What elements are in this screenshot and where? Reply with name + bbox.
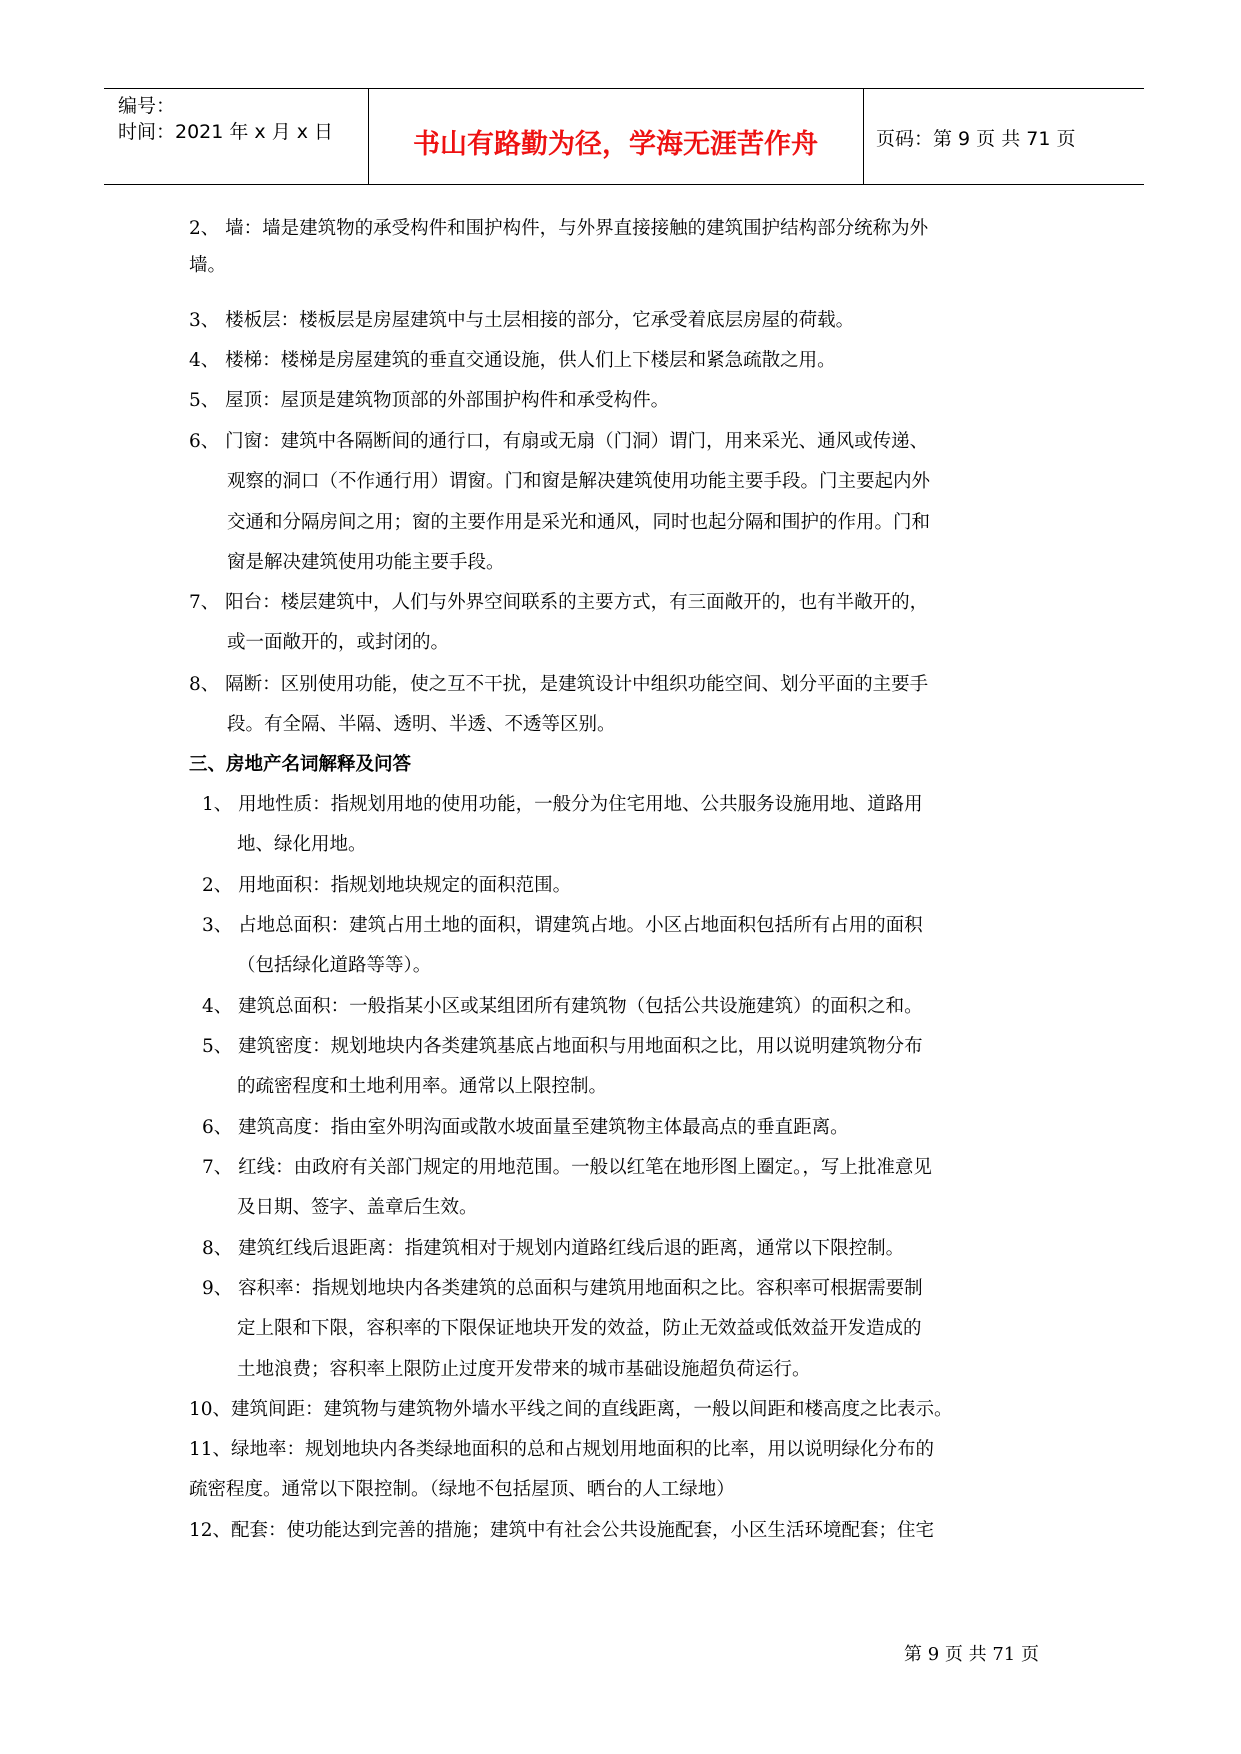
body-line: 8、 隔断：区别使用功能，使之互不干扰，是建筑设计中组织功能空间、划分平面的主要手 (189, 674, 929, 695)
body-line: 5、 屋顶：屋顶是建筑物顶部的外部围护构件和承受构件。 (189, 390, 670, 411)
body-line: 8、 建筑红线后退距离：指建筑相对于规划内道路红线后退的距离，通常以下限控制。 (202, 1238, 905, 1259)
body-line: 2、 墙：墙是建筑物的承受构件和围护构件，与外界直接接触的建筑围护结构部分统称为外 (189, 218, 929, 239)
body-line: 窗是解决建筑使用功能主要手段。 (227, 552, 505, 573)
motto-text: 书山有路勤为径，学海无涯苦作舟 (413, 129, 818, 160)
serial-label: 编号： (118, 95, 176, 117)
header-motto-cell (368, 89, 864, 184)
body-line: 5、 建筑密度：规划地块内各类建筑基底占地面积与用地面积之比，用以说明建筑物分布 (202, 1036, 923, 1057)
time-label: 时间：2021 年 x 月 x 日 (118, 121, 334, 143)
body-line: 疏密程度。通常以下限控制。（绿地不包括屋顶、晒台的人工绿地） (189, 1479, 735, 1500)
body-line: 6、 门窗：建筑中各隔断间的通行口，有扇或无扇（门洞）谓门，用来采光、通风或传递、 (189, 431, 929, 452)
page-footer: 第 9 页 共 71 页 (904, 1644, 1039, 1665)
body-line: 3、 楼板层：楼板层是房屋建筑中与土层相接的部分，它承受着底层房屋的荷载。 (189, 310, 855, 331)
header-page-number: 页码：第 9 页 共 71 页 (876, 128, 1076, 150)
body-line: 地、绿化用地。 (237, 834, 367, 855)
body-line: 交通和分隔房间之用；窗的主要作用是采光和通风，同时也起分隔和围护的作用。门和 (227, 512, 931, 533)
body-line: 6、 建筑高度：指由室外明沟面或散水坡面量至建筑物主体最高点的垂直距离。 (202, 1117, 849, 1138)
body-line: 10、建筑间距：建筑物与建筑物外墙水平线之间的直线距离，一般以间距和楼高度之比表示。 (189, 1399, 953, 1420)
body-line: 4、 楼梯：楼梯是房屋建筑的垂直交通设施，供人们上下楼层和紧急疏散之用。 (189, 350, 836, 371)
body-line: 9、 容积率：指规划地块内各类建筑的总面积与建筑用地面积之比。容积率可根据需要制 (202, 1278, 923, 1299)
body-line: （包括绿化道路等等）。 (237, 955, 432, 976)
body-line: 段。有全隔、半隔、透明、半透、不透等区别。 (227, 714, 616, 735)
body-line: 墙。 (189, 255, 227, 276)
body-line: 定上限和下限，容积率的下限保证地块开发的效益，防止无效益或低效益开发造成的 (237, 1318, 922, 1339)
body-line: 7、 阳台：楼层建筑中，人们与外界空间联系的主要方式，有三面敞开的，也有半敞开的， (189, 592, 929, 613)
body-line: 11、绿地率：规划地块内各类绿地面积的总和占规划用地面积的比率，用以说明绿化分布的 (189, 1439, 935, 1460)
page-header (104, 88, 1144, 185)
section-heading: 三、房地产名词解释及问答 (189, 754, 412, 775)
body-line: 1、 用地性质：指规划用地的使用功能，一般分为住宅用地、公共服务设施用地、道路用 (202, 794, 923, 815)
body-line: 3、 占地总面积：建筑占用土地的面积，谓建筑占地。小区占地面积包括所有占用的面积 (202, 915, 923, 936)
body-line: 观察的洞口（不作通行用）谓窗。门和窗是解决建筑使用功能主要手段。门主要起内外 (227, 471, 931, 492)
body-line: 7、 红线：由政府有关部门规定的用地范围。一般以红笔在地形图上圈定。，写上批准意见 (202, 1157, 932, 1178)
body-line: 或一面敞开的，或封闭的。 (227, 632, 450, 653)
header-page-cell (863, 89, 1144, 184)
body-line: 4、 建筑总面积：一般指某小区或某组团所有建筑物（包括公共设施建筑）的面积之和。 (202, 996, 923, 1017)
body-line: 土地浪费；容积率上限防止过度开发带来的城市基础设施超负荷运行。 (237, 1359, 811, 1380)
header-info-cell (104, 89, 369, 184)
body-line: 2、 用地面积：指规划地块规定的面积范围。 (202, 875, 572, 896)
body-line: 及日期、签字、盖章后生效。 (237, 1197, 478, 1218)
body-line: 12、配套：使功能达到完善的措施；建筑中有社会公共设施配套，小区生活环境配套；住宅 (189, 1520, 935, 1541)
body-line: 的疏密程度和土地利用率。通常以上限控制。 (237, 1076, 608, 1097)
